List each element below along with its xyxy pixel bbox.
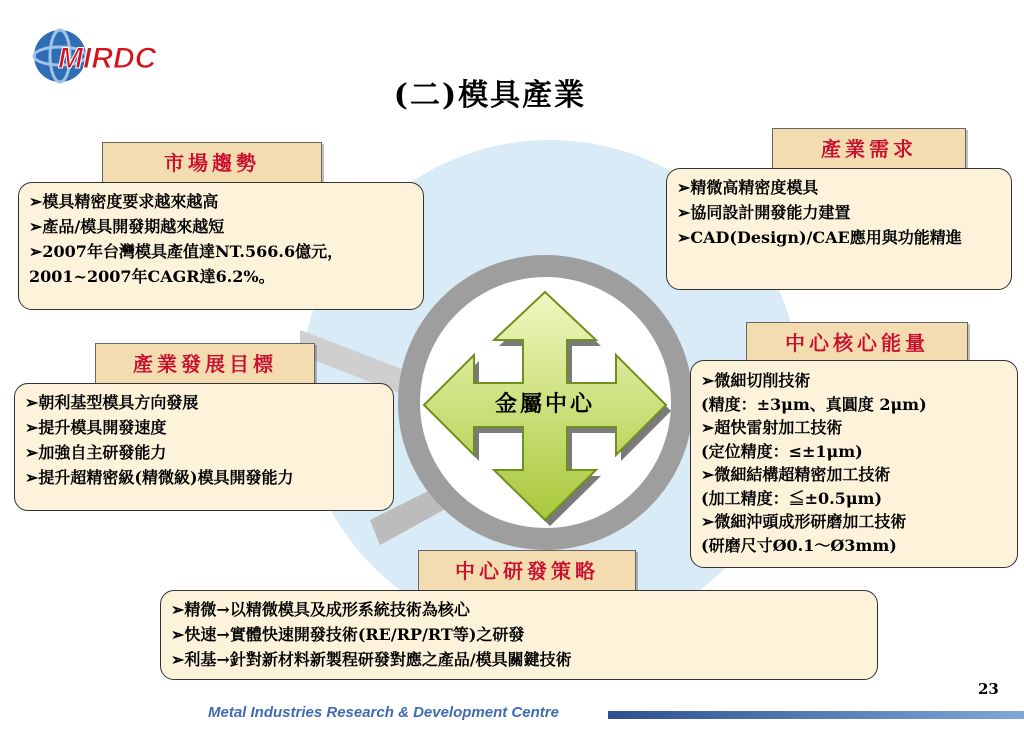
market-trend-label: 市場趨勢 bbox=[102, 142, 322, 184]
industry-demand-item: ➢協同設計開發能力建置 bbox=[677, 203, 851, 222]
industry-demand-label: 產業需求 bbox=[772, 128, 966, 170]
rd-strategy-label: 中心研發策略 bbox=[418, 550, 636, 592]
core-capability-detail: (加工精度：≦±0.5μm) bbox=[701, 488, 883, 508]
page-title: (二)模具產業 bbox=[393, 78, 587, 113]
center-label: 金屬中心 bbox=[494, 391, 595, 417]
core-capability-detail: (研磨尺寸Ø0.1～Ø3mm) bbox=[701, 535, 897, 555]
industry-demand-item: ➢精微高精密度模具 bbox=[677, 178, 819, 197]
industry-goals-item: ➢加強自主研發能力 bbox=[25, 443, 167, 462]
core-capability-item: ➢超快雷射加工技術 bbox=[701, 418, 843, 437]
core-capability-label: 中心核心能量 bbox=[746, 322, 968, 364]
market-trend-item: ➢2007年台灣模具產值達NT.566.6億元， bbox=[29, 242, 344, 261]
core-capability-item: ➢微細切削技術 bbox=[701, 371, 811, 390]
logo-text: MIRDC bbox=[58, 42, 157, 75]
market-trend-item: ➢模具精密度要求越來越高 bbox=[29, 192, 219, 211]
page-number: 23 bbox=[978, 680, 999, 698]
market-trend-item: 2001~2007年CAGR達6.2%。 bbox=[29, 267, 275, 286]
industry-goals-label: 產業發展目標 bbox=[95, 343, 315, 385]
rd-strategy-item: ➢快速→實體快速開發技術(RE/RP/RT等)之研發 bbox=[171, 625, 525, 644]
market-trend-item: ➢產品/模具開發期越來越短 bbox=[29, 217, 225, 236]
core-capability-item: ➢微細沖頭成形研磨加工技術 bbox=[701, 512, 907, 531]
footer-bar bbox=[608, 711, 1024, 719]
core-capability-detail: (定位精度：≤±1μm) bbox=[701, 441, 863, 461]
industry-goals-item: ➢朝利基型模具方向發展 bbox=[25, 393, 199, 412]
rd-strategy-item: ➢精微→以精微模具及成形系統技術為核心 bbox=[171, 600, 470, 619]
footer-org-name: Metal Industries Research & Development Centre bbox=[208, 704, 559, 721]
core-capability-detail: (精度：±3μm、真圓度 2μm) bbox=[701, 394, 927, 414]
industry-goals-item: ➢提升超精密級(精微級)模具開發能力 bbox=[25, 468, 294, 487]
industry-demand-item: ➢CAD(Design)/CAE應用與功能精進 bbox=[677, 228, 962, 247]
core-capability-item: ➢微細結構超精密加工技術 bbox=[701, 465, 891, 484]
industry-goals-item: ➢提升模具開發速度 bbox=[25, 418, 167, 437]
rd-strategy-item: ➢利基→針對新材料新製程研發對應之產品/模具關鍵技術 bbox=[171, 650, 572, 669]
